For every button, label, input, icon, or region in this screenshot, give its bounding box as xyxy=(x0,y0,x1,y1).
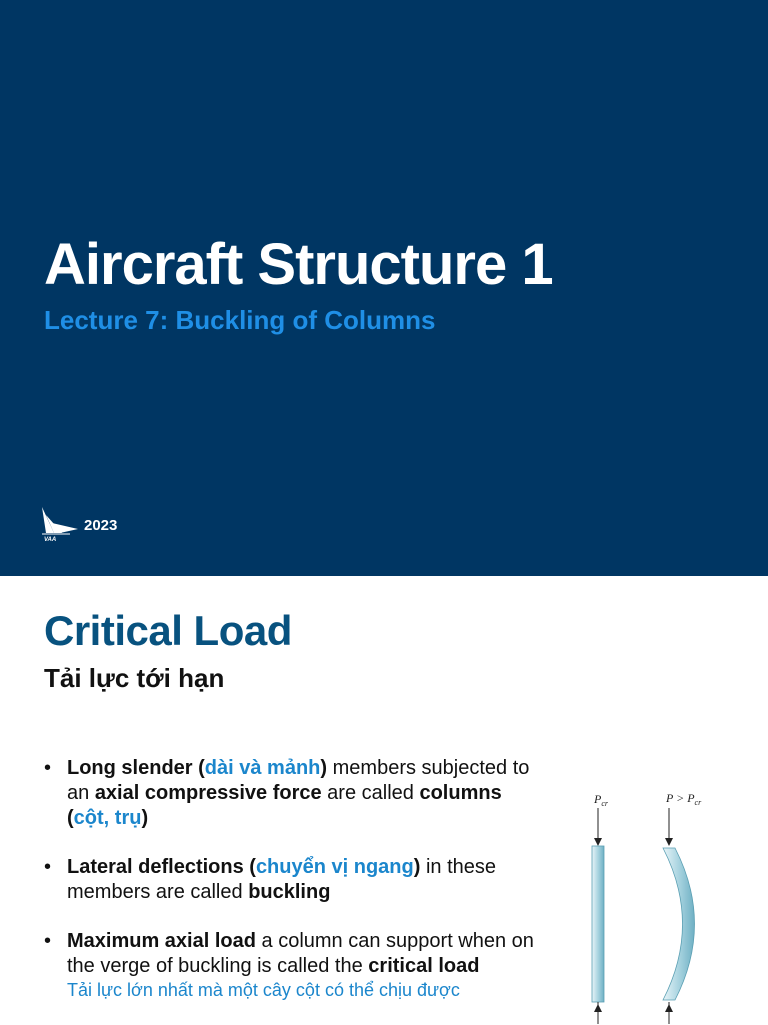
bullet-item-critical-load xyxy=(44,929,534,1001)
vaa-logo xyxy=(40,505,80,543)
course-title: Aircraft Structure 1 xyxy=(44,232,553,297)
vietnamese-term: dài và mảnh xyxy=(204,757,321,779)
bullet-item-buckling xyxy=(44,855,534,905)
bullet-text: Maximum axial load xyxy=(67,930,256,952)
bullet-text: in these members are called xyxy=(67,856,497,903)
vietnamese-term: cột, trụ xyxy=(73,807,142,829)
year-label: 2023 xyxy=(84,517,118,534)
logo-text: VAA xyxy=(44,537,57,543)
pcr-label: $P_{cr}$ xyxy=(594,792,609,808)
column-buckling-figure xyxy=(560,786,730,1024)
bullet-text: critical load xyxy=(368,955,480,977)
load-arrowhead xyxy=(594,838,602,846)
straight-column xyxy=(592,846,604,1002)
reaction-arrowhead xyxy=(665,1004,673,1012)
slide-heading: Critical Load xyxy=(44,607,292,654)
content-slide xyxy=(0,576,768,1024)
vietnamese-term: chuyển vị ngang xyxy=(255,856,414,878)
bullet-list xyxy=(44,756,534,1025)
bullet-text: ) xyxy=(320,757,328,779)
bullet-text: are called xyxy=(321,782,420,804)
reaction-arrowhead xyxy=(594,1004,602,1012)
lecture-subtitle: Lecture 7: Buckling of Columns xyxy=(44,305,436,335)
vietnamese-note: Tải lực lớn nhất mà một cây cột có thể chịu được xyxy=(67,980,460,1000)
bullet-text: Lateral deflections ( xyxy=(67,856,256,878)
bullet-text: columns ( xyxy=(67,782,502,829)
bullet-text: buckling xyxy=(248,881,331,903)
bullet-text: ) xyxy=(141,807,149,829)
bullet-text: Long slender ( xyxy=(67,757,205,779)
bullet-text: a column can support when on the verge of buckling is called the xyxy=(67,930,534,977)
slide-subheading: Tải lực tới hạn xyxy=(44,663,225,693)
buckled-column xyxy=(663,848,695,1000)
p-greater-pcr-label: $P > P_{cr}$ xyxy=(666,791,702,807)
bullet-text: ) xyxy=(413,856,421,878)
bullet-item-columns xyxy=(44,756,534,831)
bullet-text: axial compressive force xyxy=(94,782,322,804)
bullet-text: members subjected to an xyxy=(67,757,530,804)
load-arrowhead xyxy=(665,838,673,846)
